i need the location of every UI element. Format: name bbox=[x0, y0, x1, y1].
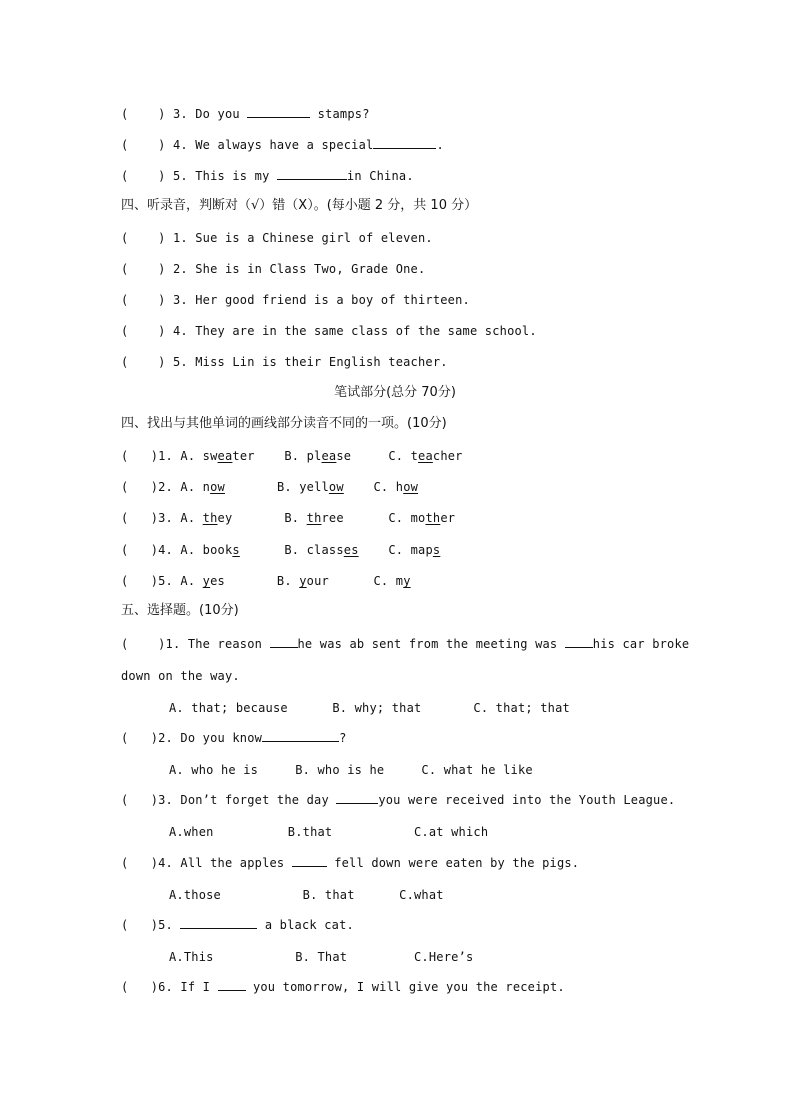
judge-item-2: ( ) 2. She is in Class Two, Grade One. bbox=[121, 262, 426, 276]
choice-item-1-options: A. that; because B. why; that C. that; that bbox=[169, 701, 570, 715]
answer-blank bbox=[270, 635, 298, 648]
answer-blank bbox=[292, 854, 327, 867]
phonics-item-1: ( )1. A. sweater B. please C. teacher bbox=[121, 449, 463, 463]
section-four-b-heading: 四、找出与其他单词的画线部分读音不同的一项。(10分) bbox=[121, 416, 447, 431]
choice-item-1: ( )1. The reason he was ab sent from the meeting was his car broke bbox=[121, 637, 690, 651]
answer-blank bbox=[180, 916, 257, 929]
choice-item-5-options: A.This B. That C.Here’s bbox=[169, 950, 474, 964]
answer-blank bbox=[565, 635, 593, 648]
choice-item-6: ( )6. If I you tomorrow, I will give you the receipt. bbox=[121, 980, 565, 994]
judge-item-3: ( ) 3. Her good friend is a boy of thirteen. bbox=[121, 293, 470, 307]
choice-item-5: ( )5. a black cat. bbox=[121, 918, 354, 932]
answer-blank bbox=[373, 136, 436, 149]
choice-item-4-options: A.those B. that C.what bbox=[169, 888, 444, 902]
listening-item-3: ( ) 3. Do you stamps? bbox=[121, 107, 370, 121]
answer-blank bbox=[218, 978, 246, 991]
judge-item-1: ( ) 1. Sue is a Chinese girl of eleven. bbox=[121, 231, 433, 245]
answer-blank bbox=[262, 729, 339, 742]
answer-blank bbox=[247, 105, 310, 118]
choice-item-4: ( )4. All the apples fell down were eaten by the pigs. bbox=[121, 856, 580, 870]
written-part-heading: 笔试部分(总分 70分) bbox=[334, 385, 456, 400]
choice-item-1-cont: down on the way. bbox=[121, 669, 240, 683]
listening-item-4: ( ) 4. We always have a special . bbox=[121, 138, 444, 152]
judge-item-4: ( ) 4. They are in the same class of the same school. bbox=[121, 324, 537, 338]
section-four-heading: 四、听录音，判断对（√）错（X）。(每小题 2 分，共 10 分） bbox=[121, 198, 478, 213]
phonics-item-4: ( )4. A. books B. classes C. maps bbox=[121, 543, 441, 557]
choice-item-3-options: A.when B.that C.at which bbox=[169, 825, 489, 839]
phonics-item-3: ( )3. A. they B. three C. mother bbox=[121, 511, 456, 525]
answer-blank bbox=[336, 791, 378, 804]
phonics-item-5: ( )5. A. yes B. your C. my bbox=[121, 574, 411, 588]
judge-item-5: ( ) 5. Miss Lin is their English teacher. bbox=[121, 355, 448, 369]
listening-item-5: ( ) 5. This is my in China. bbox=[121, 169, 414, 183]
choice-item-2-options: A. who he is B. who is he C. what he like bbox=[169, 763, 533, 777]
choice-item-2: ( )2. Do you know ? bbox=[121, 731, 347, 745]
choice-item-3: ( )3. Don’t forget the day you were received into the Youth League. bbox=[121, 793, 676, 807]
phonics-item-2: ( )2. A. now B. yellow C. how bbox=[121, 480, 419, 494]
section-five-heading: 五、选择题。(10分) bbox=[121, 603, 239, 618]
answer-blank bbox=[277, 167, 347, 180]
